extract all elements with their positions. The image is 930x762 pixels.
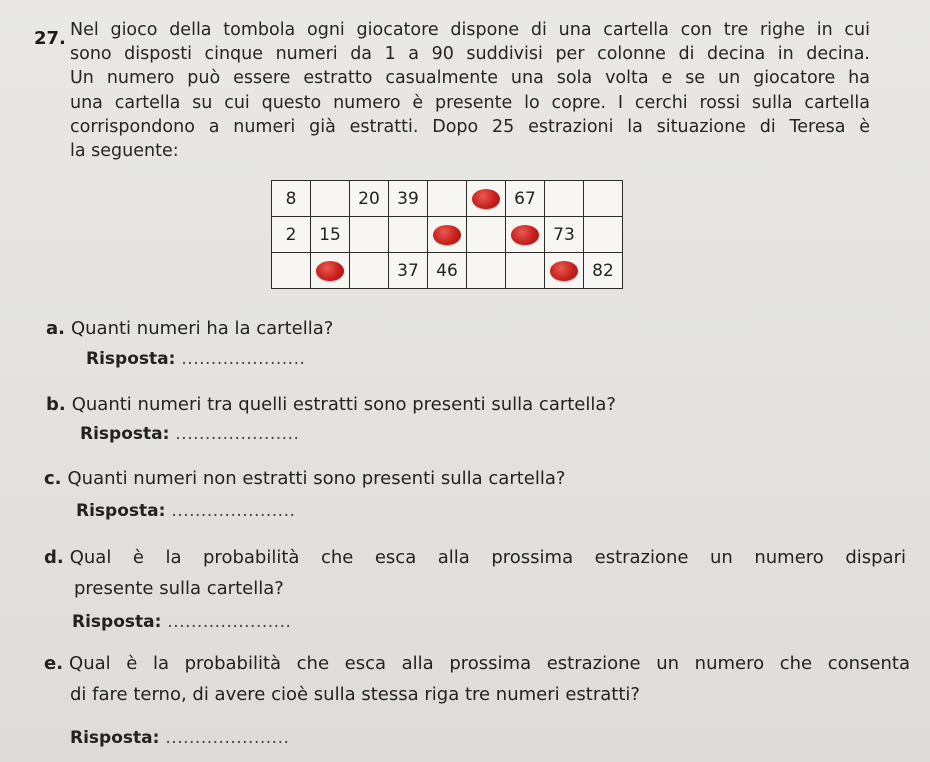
- question-letter: c.: [44, 468, 62, 489]
- covered-cell: [545, 253, 584, 289]
- red-circle-marker: [433, 225, 461, 245]
- number-cell: 46: [428, 253, 467, 289]
- empty-cell: [389, 217, 428, 253]
- empty-cell: [350, 217, 389, 253]
- intro-line: sono disposti cinque numeri da 1 a 90 suddivisi per colonne di decina in decina.: [70, 44, 870, 65]
- number-cell: 73: [545, 217, 584, 253]
- intro-line: la seguente:: [70, 141, 179, 162]
- covered-cell: [467, 181, 506, 217]
- question-text: Qual è la probabilità che esca alla prossima estrazione un numero che consenta: [69, 653, 910, 674]
- number-cell: 8: [272, 181, 311, 217]
- answer-b[interactable]: [80, 424, 299, 444]
- answer-label: Risposta:: [80, 424, 170, 444]
- question-text: Qual è la probabilità che esca alla prossima estrazione un numero dispari: [69, 547, 906, 568]
- question-d: [44, 545, 906, 601]
- question-e: [44, 651, 910, 707]
- answer-d[interactable]: [72, 612, 291, 632]
- answer-blank[interactable]: .....................: [167, 612, 292, 632]
- red-circle-marker: [472, 189, 500, 209]
- answer-label: Risposta:: [86, 349, 176, 369]
- empty-cell: [428, 181, 467, 217]
- question-letter: b.: [46, 394, 66, 415]
- intro-line: Nel gioco della tombola ogni giocatore dispone di una cartella con tre righe in cui: [70, 20, 870, 40]
- question-text: Quanti numeri ha la cartella?: [70, 318, 334, 339]
- question-text-continued: di fare terno, di avere cioè sulla stessa riga tre numeri estratti?: [70, 684, 640, 705]
- empty-cell: [467, 253, 506, 289]
- question-b: [46, 392, 866, 417]
- question-letter: d.: [44, 547, 64, 568]
- number-cell: 20: [350, 181, 389, 217]
- answer-label: Risposta:: [70, 728, 160, 748]
- intro-line: Un numero può essere estratto casualmente una sola volta e se un giocatore ha: [70, 68, 870, 89]
- number-cell: 15: [311, 217, 350, 253]
- card-row: [272, 217, 623, 253]
- question-c: [44, 466, 864, 491]
- question-text-continued: presente sulla cartella?: [74, 578, 284, 599]
- exercise-number: 27.: [34, 28, 66, 49]
- empty-cell: [584, 181, 623, 217]
- empty-cell: [311, 181, 350, 217]
- number-cell: 39: [389, 181, 428, 217]
- intro-line: una cartella su cui questo numero è presente lo copre. I cerchi rossi sulla cartella: [70, 92, 870, 113]
- empty-cell: [584, 217, 623, 253]
- red-circle-marker: [550, 261, 578, 281]
- answer-label: Risposta:: [72, 612, 162, 632]
- empty-cell: [506, 253, 545, 289]
- exercise-intro: [70, 18, 870, 163]
- question-a: [46, 316, 866, 341]
- answer-blank[interactable]: .....................: [175, 424, 300, 444]
- intro-line: corrispondono a numeri già estratti. Dopo 25 estrazioni la situazione di Teresa è: [70, 116, 870, 137]
- covered-cell: [311, 253, 350, 289]
- answer-e[interactable]: [70, 728, 289, 748]
- answer-a[interactable]: [86, 349, 305, 369]
- covered-cell: [506, 217, 545, 253]
- card-row: [272, 253, 623, 289]
- answer-c[interactable]: [76, 501, 295, 521]
- red-circle-marker: [511, 225, 539, 245]
- answer-blank[interactable]: .....................: [165, 728, 290, 748]
- number-cell: 67: [506, 181, 545, 217]
- number-cell: 2: [272, 217, 311, 253]
- answer-blank[interactable]: .....................: [181, 349, 306, 369]
- empty-cell: [545, 181, 584, 217]
- question-letter: e.: [44, 653, 64, 674]
- tombola-card: [271, 180, 623, 289]
- empty-cell: [467, 217, 506, 253]
- covered-cell: [428, 217, 467, 253]
- answer-blank[interactable]: .....................: [171, 501, 296, 521]
- number-cell: 37: [389, 253, 428, 289]
- card-row: [272, 181, 623, 217]
- question-text: Quanti numeri tra quelli estratti sono presenti sulla cartella?: [71, 394, 616, 415]
- empty-cell: [350, 253, 389, 289]
- number-cell: 82: [584, 253, 623, 289]
- question-letter: a.: [46, 318, 65, 339]
- question-text: Quanti numeri non estratti sono presenti sulla cartella?: [67, 468, 566, 489]
- empty-cell: [272, 253, 311, 289]
- answer-label: Risposta:: [76, 501, 166, 521]
- red-circle-marker: [316, 261, 344, 281]
